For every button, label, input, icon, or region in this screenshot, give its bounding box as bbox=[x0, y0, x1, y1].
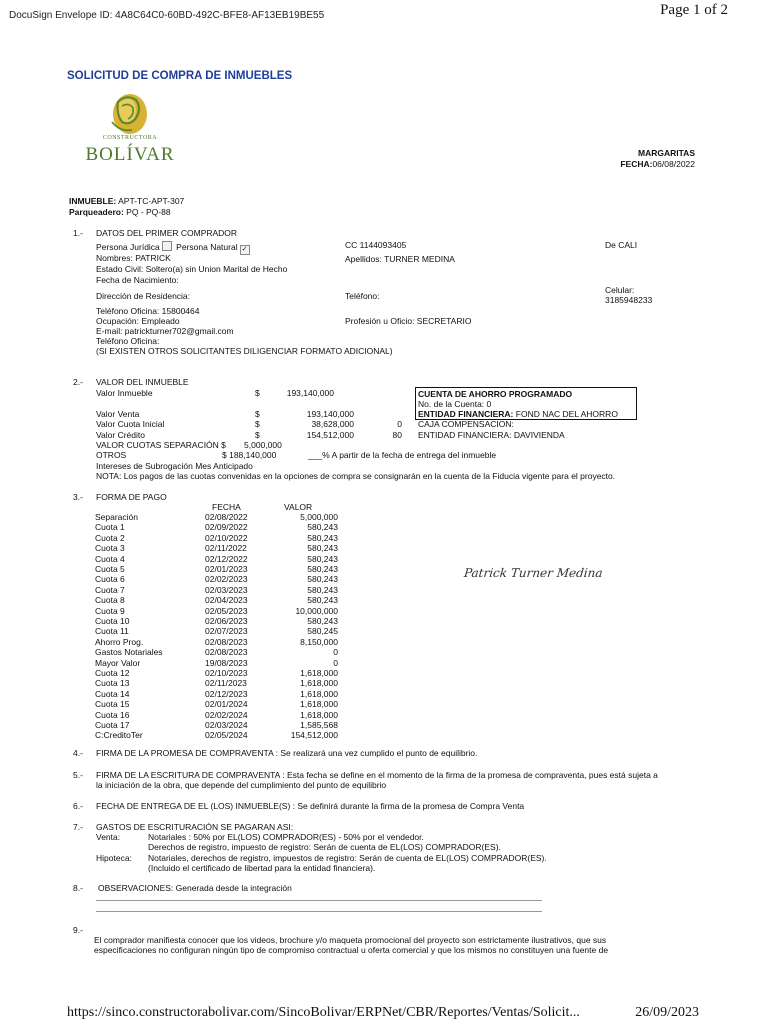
payment-date: 02/01/2024 bbox=[205, 699, 248, 710]
email: E-mail: patrickturner702@gmail.com bbox=[96, 326, 234, 336]
payment-value: 580,245 bbox=[307, 626, 338, 637]
payment-concept: Cuota 10 bbox=[95, 616, 130, 626]
valor-inmueble-label: Valor Inmueble bbox=[96, 388, 153, 398]
valor-venta-value: 193,140,000 bbox=[306, 409, 354, 419]
payment-value: 580,243 bbox=[307, 532, 338, 543]
page-number: Page 1 of 2 bbox=[660, 2, 728, 18]
payment-date: 02/05/2024 bbox=[205, 730, 248, 741]
footer-date: 26/09/2023 bbox=[635, 1005, 699, 1020]
payment-date: 02/10/2023 bbox=[205, 668, 248, 678]
cc-de-city: De CALI bbox=[605, 240, 638, 250]
payment-date: 02/03/2023 bbox=[205, 584, 248, 595]
venta-line-1: Notariales : 50% por EL(LOS) COMPRADOR(ES) - 50% por el vendedor. bbox=[148, 832, 424, 842]
payment-date: 02/02/2024 bbox=[205, 709, 248, 720]
section-3-number: 3.- bbox=[73, 492, 83, 502]
fecha-label: FECHA: bbox=[620, 159, 653, 169]
payment-date: 02/12/2023 bbox=[205, 688, 248, 699]
otros-label: OTROS bbox=[96, 450, 127, 460]
payment-concept: Cuota 13 bbox=[95, 678, 130, 689]
ocupacion: Ocupación: Empleado bbox=[96, 316, 180, 326]
payment-concept: Gastos Notariales bbox=[95, 647, 163, 658]
section-6-text: FECHA DE ENTREGA DE EL (LOS) INMUEBLE(S) : Se definirá durante la firma de la promesa de Compra Venta bbox=[96, 801, 525, 811]
section-3-title: FORMA DE PAGO bbox=[96, 492, 167, 502]
fecha-value: 06/08/2022 bbox=[652, 159, 695, 169]
payment-value: 580,243 bbox=[307, 584, 338, 595]
direccion-residencia: Dirección de Residencia: bbox=[96, 291, 191, 301]
parqueadero-value: PQ - PQ-88 bbox=[126, 207, 171, 217]
valor-venta-label: Valor Venta bbox=[96, 409, 140, 419]
payment-value: 1,618,000 bbox=[300, 699, 338, 710]
section-1-title: DATOS DEL PRIMER COMPRADOR bbox=[96, 228, 238, 238]
persona-juridica-checkbox[interactable] bbox=[162, 241, 172, 251]
col-valor-header: VALOR bbox=[284, 502, 313, 512]
payment-concept: Cuota 7 bbox=[95, 584, 125, 595]
payment-value: 1,618,000 bbox=[300, 668, 338, 678]
footer-url[interactable]: https://sinco.constructorabolivar.com/SincoBolivar/ERPNet/CBR/Reportes/Ventas/Solicit... bbox=[67, 1005, 580, 1020]
payment-value: 154,512,000 bbox=[290, 730, 338, 741]
payment-concept: Cuota 5 bbox=[95, 564, 125, 574]
persona-juridica-label: Persona Jurídica bbox=[96, 242, 160, 252]
credito-dollar: $ bbox=[255, 430, 260, 440]
separacion-label: VALOR CUOTAS SEPARACIÓN $ bbox=[96, 440, 226, 450]
persona-natural-checkbox[interactable]: ✓ bbox=[240, 245, 250, 255]
telefono: Teléfono: bbox=[345, 291, 380, 301]
constructora-bolivar-logo bbox=[82, 92, 178, 170]
payment-date: 02/09/2022 bbox=[205, 522, 248, 533]
section-2-number: 2.- bbox=[73, 377, 83, 387]
cc-number: CC 1144093405 bbox=[345, 240, 407, 250]
caja-compensacion: CAJA COMPENSACION: bbox=[418, 419, 514, 429]
payment-value: 0 bbox=[333, 647, 338, 658]
payment-value: 580,243 bbox=[307, 553, 338, 564]
credito-label: Valor Crédito bbox=[96, 430, 145, 440]
nombres: Nombres: PATRICK bbox=[96, 253, 171, 263]
payment-value: 8,150,000 bbox=[300, 636, 338, 647]
section-1-number: 1.- bbox=[73, 228, 83, 238]
valor-inmueble-value: 193,140,000 bbox=[286, 388, 334, 398]
section-8-number: 8.- bbox=[73, 883, 83, 893]
payment-concept: Cuota 9 bbox=[95, 605, 125, 616]
logo-constructora-text: CONSTRUCTORA bbox=[102, 135, 158, 141]
payment-value: 1,618,000 bbox=[300, 688, 338, 699]
section-4-number: 4.- bbox=[73, 748, 83, 758]
payment-concept: Cuota 12 bbox=[95, 668, 130, 678]
payment-value: 580,243 bbox=[307, 543, 338, 554]
payment-date: 02/08/2022 bbox=[205, 512, 248, 522]
payment-date: 02/06/2023 bbox=[205, 616, 248, 626]
otros-solicitantes-note: (SI EXISTEN OTROS SOLICITANTES DILIGENCIAR FORMATO ADICIONAL) bbox=[96, 346, 393, 356]
observaciones-line-1 bbox=[96, 900, 542, 901]
cuota-inicial-dollar: $ bbox=[255, 419, 260, 429]
telefono-oficina: Teléfono Oficina: 15800464 bbox=[96, 306, 200, 316]
payment-concept: C:CreditoTer bbox=[95, 730, 143, 741]
section-5-line-2: la iniciación de la obra, que depende del cumplimiento del punto de equilibrio bbox=[96, 780, 387, 790]
logo-emblem-icon bbox=[82, 92, 178, 136]
payment-concept: Ahorro Prog. bbox=[95, 636, 144, 647]
cuota-inicial-label: Valor Cuota Inicial bbox=[96, 419, 165, 429]
section-2-title: VALOR DEL INMUEBLE bbox=[96, 377, 189, 387]
section-2-nota: NOTA: Los pagos de las cuotas convenidas en la opciones de compra se consignarán en la cuenta de la Fiducia vigente para el proyecto. bbox=[96, 471, 616, 481]
payment-value: 5,000,000 bbox=[300, 512, 338, 522]
payment-value: 580,243 bbox=[307, 522, 338, 533]
section-5-number: 5.- bbox=[73, 770, 83, 780]
payment-concept: Cuota 17 bbox=[95, 720, 130, 730]
payment-concept: Cuota 2 bbox=[95, 532, 125, 543]
payment-concept: Cuota 15 bbox=[95, 699, 130, 710]
payment-concept: Cuota 4 bbox=[95, 553, 125, 564]
hipoteca-line-1: Notariales, derechos de registro, impuestos de registro: Serán de cuenta de EL(LOS) COMPRADOR(ES). bbox=[148, 853, 547, 863]
payment-concept: Separación bbox=[95, 512, 139, 522]
observaciones: OBSERVACIONES: Generada desde la integración bbox=[98, 883, 292, 893]
intereses-subrogacion: Intereses de Subrogación Mes Anticipado bbox=[96, 461, 253, 471]
section-5-line-1: FIRMA DE LA ESCRITURA DE COMPRAVENTA : Esta fecha se define en el momento de la firma de la promesa de compraventa, pues está sujeta a bbox=[96, 770, 658, 780]
hipoteca-label: Hipoteca: bbox=[96, 853, 132, 863]
valor-venta-dollar: $ bbox=[255, 409, 260, 419]
payment-value: 1,585,568 bbox=[300, 720, 338, 730]
payment-date: 02/05/2023 bbox=[205, 605, 248, 616]
hipoteca-line-2: (Incluido el certificado de libertad para la entidad financiera). bbox=[148, 863, 376, 873]
payment-date: 02/07/2023 bbox=[205, 626, 248, 637]
payment-date: 02/02/2023 bbox=[205, 574, 248, 585]
section-9-line-2: especificaciones no configuran ningún tipo de compromiso contractual u oferta comercial y que los mismos no constituyen una fuente de bbox=[94, 945, 609, 955]
page-title: SOLICITUD DE COMPRA DE INMUEBLES bbox=[67, 70, 293, 82]
venta-label: Venta: bbox=[96, 832, 121, 842]
ahorro-box-cuenta: No. de la Cuenta: 0 bbox=[418, 399, 492, 409]
payment-concept: Cuota 16 bbox=[95, 709, 130, 720]
payment-value: 0 bbox=[333, 657, 338, 668]
cuota-inicial-value: 38,628,000 bbox=[311, 419, 354, 429]
ahorro-box-entidad-label: ENTIDAD FINANCIERA: bbox=[418, 409, 514, 419]
payment-value: 580,243 bbox=[307, 616, 338, 626]
buyer-signature: Patrick Turner Medina bbox=[463, 566, 604, 580]
payment-concept: Cuota 8 bbox=[95, 595, 125, 606]
payment-concept: Cuota 6 bbox=[95, 574, 125, 585]
inmueble-value: APT-TC-APT-307 bbox=[118, 196, 185, 206]
entidad-financiera: ENTIDAD FINANCIERA: DAVIVIENDA bbox=[418, 430, 565, 440]
entidad-num: 80 bbox=[392, 430, 402, 440]
ahorro-box-entidad bbox=[418, 409, 618, 419]
section-9-number: 9.- bbox=[73, 925, 83, 935]
logo-bolivar-text: BOLÍVAR bbox=[85, 144, 175, 165]
credito-value: 154,512,000 bbox=[306, 430, 354, 440]
payment-concept: Cuota 3 bbox=[95, 543, 125, 554]
celular-value: 3185948233 bbox=[605, 295, 653, 305]
venta-line-2: Derechos de registro, impuesto de registro: Serán de cuenta de EL(LOS) COMPRADOR(ES). bbox=[148, 842, 501, 852]
section-9-line-1: El comprador manifiesta conocer que los videos, brochure y/o maqueta promocional del proyecto son estrictamente ilustrativos, que sus bbox=[94, 935, 607, 945]
section-4-text: FIRMA DE LA PROMESA DE COMPRAVENTA : Se realizará una vez cumplido el punto de equilibrio. bbox=[96, 748, 478, 758]
caja-num: 0 bbox=[397, 419, 402, 429]
docusign-envelope-id: DocuSign Envelope ID: 4A8C64C0-60BD-492C-BFE8-AF13EB19BE55 bbox=[9, 10, 325, 21]
payment-date: 19/08/2023 bbox=[205, 657, 248, 668]
payment-concept: Mayor Valor bbox=[95, 657, 141, 668]
telefono-oficina-2: Teléfono Oficina: bbox=[96, 336, 160, 346]
payment-value: 580,243 bbox=[307, 595, 338, 606]
ahorro-box-entidad-value: FOND NAC DEL AHORRO bbox=[515, 409, 618, 419]
fecha-nacimiento: Fecha de Nacimiento: bbox=[96, 275, 179, 285]
payment-concept: Cuota 1 bbox=[95, 522, 125, 533]
estado-civil: Estado Civil: Soltero(a) sin Union Marital de Hecho bbox=[96, 264, 288, 274]
parqueadero-line bbox=[69, 207, 171, 217]
payment-value: 580,243 bbox=[307, 564, 338, 574]
celular-label: Celular: bbox=[605, 285, 635, 295]
fecha-line bbox=[620, 159, 695, 169]
payment-value: 1,618,000 bbox=[300, 709, 338, 720]
parqueadero-label: Parqueadero: bbox=[69, 207, 124, 217]
separacion-value: 5,000,000 bbox=[244, 440, 282, 450]
inmueble-line bbox=[69, 196, 184, 206]
payment-date: 02/01/2023 bbox=[205, 564, 248, 574]
payment-value: 1,618,000 bbox=[300, 678, 338, 689]
payment-date: 02/08/2023 bbox=[205, 647, 248, 658]
payment-date: 02/12/2022 bbox=[205, 553, 248, 564]
section-7-title: GASTOS DE ESCRITURACIÓN SE PAGARAN ASI: bbox=[96, 822, 294, 832]
section-7-number: 7.- bbox=[73, 822, 83, 832]
valor-inmueble-dollar: $ bbox=[255, 388, 260, 398]
profesion: Profesión u Oficio: SECRETARIO bbox=[345, 316, 472, 326]
inmueble-label: INMUEBLE: bbox=[69, 196, 117, 206]
project-name: MARGARITAS bbox=[638, 148, 695, 158]
payment-concept: Cuota 11 bbox=[95, 626, 129, 637]
payment-date: 02/03/2024 bbox=[205, 720, 248, 730]
persona-natural-label: Persona Natural bbox=[176, 242, 238, 252]
apellidos: Apellidos: TURNER MEDINA bbox=[345, 254, 455, 264]
otros-value: $ 188,140,000 bbox=[222, 450, 277, 460]
payment-value: 580,243 bbox=[307, 574, 338, 585]
ahorro-box-title: CUENTA DE AHORRO PROGRAMADO bbox=[418, 389, 573, 399]
payment-date: 02/08/2023 bbox=[205, 636, 248, 647]
observaciones-line-2 bbox=[96, 911, 542, 912]
payment-date: 02/10/2022 bbox=[205, 532, 248, 543]
payment-date: 02/11/2023 bbox=[205, 678, 247, 689]
payment-value: 10,000,000 bbox=[295, 605, 338, 616]
section-6-number: 6.- bbox=[73, 801, 83, 811]
payment-concept: Cuota 14 bbox=[95, 688, 130, 699]
col-fecha-header: FECHA bbox=[212, 502, 241, 512]
porcentaje-note: ___% A partir de la fecha de entrega del inmueble bbox=[308, 450, 497, 460]
payment-date: 02/11/2022 bbox=[205, 543, 247, 554]
payment-date: 02/04/2023 bbox=[205, 595, 248, 606]
